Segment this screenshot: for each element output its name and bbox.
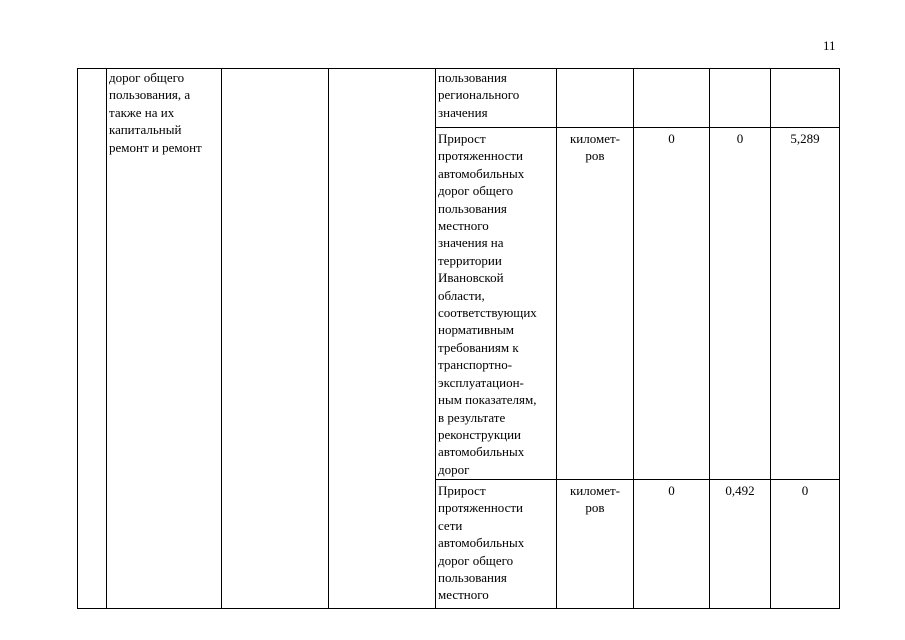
value-cell: 0,492 xyxy=(710,480,771,609)
table-row xyxy=(78,69,840,128)
unit-cell xyxy=(557,480,634,609)
value-cell: 0 xyxy=(710,128,771,480)
empty-cell xyxy=(222,69,329,609)
empty-cell xyxy=(329,69,436,609)
value-cell: 5,289 xyxy=(771,128,840,480)
indicator-text: Прирост протяженности сети автомобильных дорог общего пользования местного xyxy=(438,483,525,603)
indicator-cell xyxy=(436,128,557,480)
program-table xyxy=(77,68,840,609)
unit-text: километ- ров xyxy=(569,483,621,516)
page-number: 11 xyxy=(823,38,836,53)
unit-cell xyxy=(557,69,634,128)
row-number-cell xyxy=(78,69,107,609)
value-cell: 0 xyxy=(634,128,710,480)
indicator-cell xyxy=(436,69,557,128)
unit-cell xyxy=(557,128,634,480)
unit-text: километ- ров xyxy=(569,131,621,164)
indicator-text: Прирост протяженности автомобильных дорог общего пользования местного значения на территории Ивановской области, соответствующих нормативным требованиям к транспортно- эксплуатацион- ным показателям, в результате реконструкции автомобильных дорог xyxy=(438,131,537,477)
measure-name-cell xyxy=(107,69,222,609)
value-cell xyxy=(710,69,771,128)
indicator-text: пользования регионального значения xyxy=(438,70,520,120)
value-cell xyxy=(771,69,840,128)
value-cell: 0 xyxy=(771,480,840,609)
measure-name-text: дорог общего пользования, а также на их капитальный ремонт и ремонт xyxy=(109,70,202,155)
value-cell: 0 xyxy=(634,480,710,609)
value-cell xyxy=(634,69,710,128)
indicator-cell xyxy=(436,480,557,609)
